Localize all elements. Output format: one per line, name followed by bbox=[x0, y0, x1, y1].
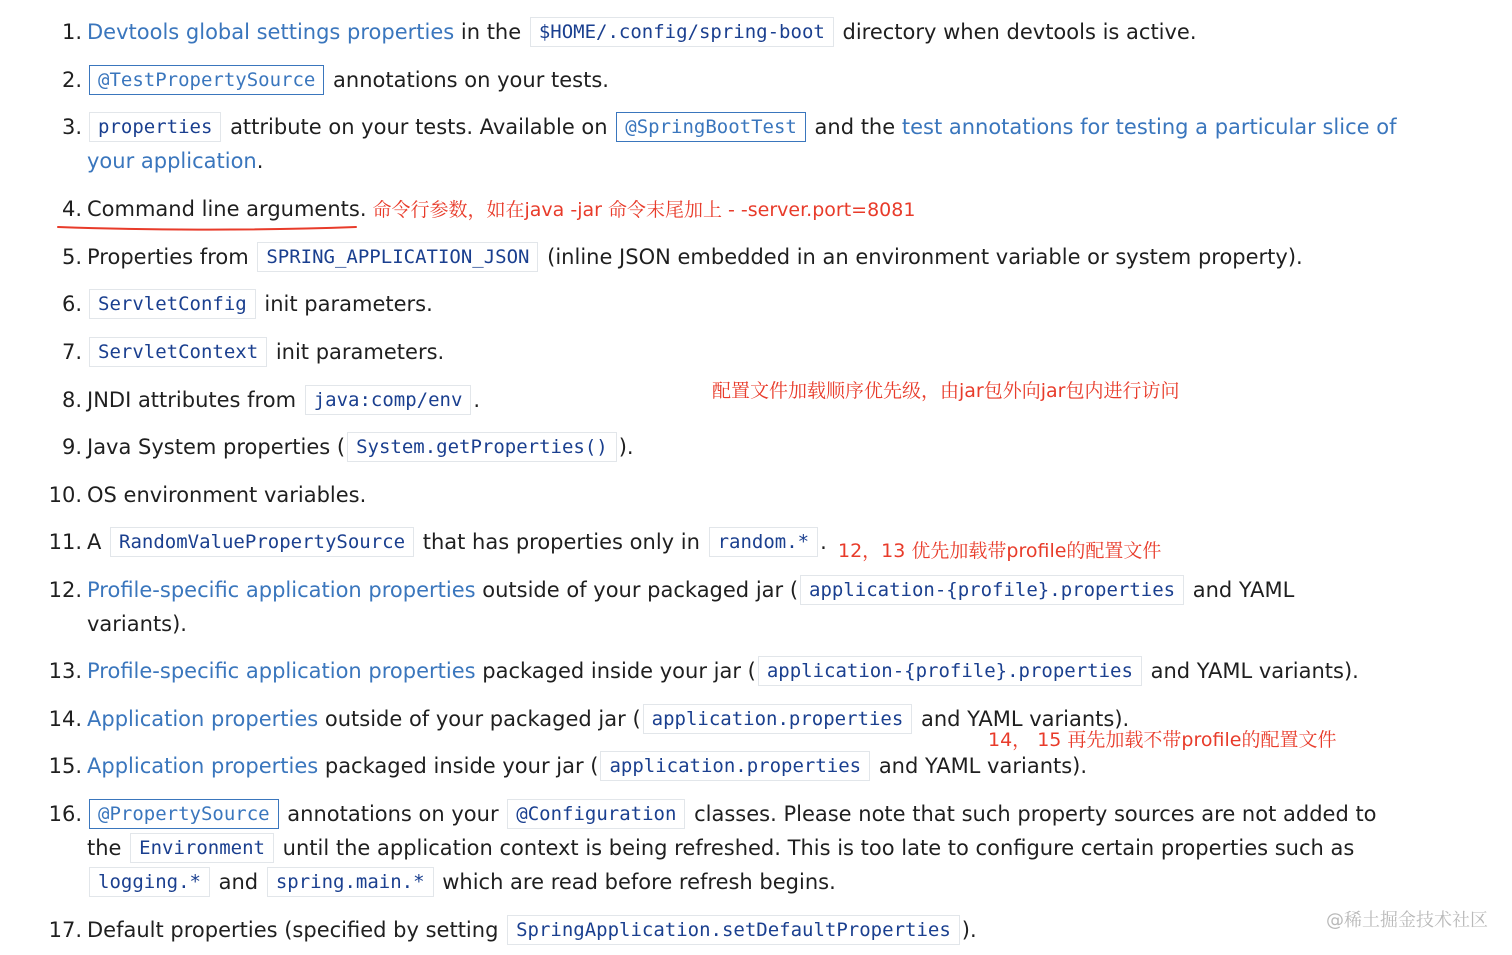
inline-code: System.getProperties() bbox=[347, 432, 617, 462]
spring-boot-test-link[interactable]: @SpringBootTest bbox=[616, 112, 806, 142]
item-number: 11. bbox=[48, 530, 82, 554]
item-number: 12. bbox=[48, 578, 82, 602]
item-number: 5. bbox=[61, 245, 82, 269]
inline-code: random.* bbox=[709, 527, 819, 557]
property-source-link[interactable]: @PropertySource bbox=[89, 799, 279, 829]
item-text: and YAML variants). bbox=[1143, 659, 1359, 683]
item-text: outside of your packaged jar ( bbox=[475, 578, 799, 602]
item-number: 6. bbox=[61, 292, 82, 316]
test-annotations-link[interactable]: test annotations for testing a particular slice of bbox=[901, 115, 1397, 139]
item-body bbox=[87, 63, 1367, 97]
inline-code: SpringApplication.setDefaultProperties bbox=[507, 915, 960, 945]
item-text: annotations on your tests. bbox=[326, 68, 609, 92]
inline-code: logging.* bbox=[89, 867, 210, 897]
item-text: . bbox=[473, 388, 481, 412]
item-text: Properties from bbox=[87, 245, 256, 269]
test-annotations-link-continued[interactable]: your application bbox=[87, 149, 257, 173]
item-number: 7. bbox=[61, 340, 82, 364]
item-text: ). bbox=[618, 435, 634, 459]
watermark: @稀土掘金技术社区 bbox=[1326, 910, 1488, 931]
item-text: and YAML variants). bbox=[914, 707, 1130, 731]
item-text: which are read before refresh begins. bbox=[435, 870, 836, 894]
application-properties-link[interactable]: Application properties bbox=[87, 707, 319, 731]
annotation-load-order: 配置文件加载顺序优先级，由jar包外向jar包内进行访问 bbox=[712, 380, 1180, 402]
item-text: packaged inside your jar ( bbox=[318, 754, 599, 778]
item-text: and bbox=[211, 870, 265, 894]
item-text: Command line arguments. bbox=[87, 197, 367, 221]
item-text: attribute on your tests. Available on bbox=[223, 115, 615, 139]
item-number: 8. bbox=[61, 388, 82, 412]
profile-specific-properties-link[interactable]: Profile-specific application properties bbox=[87, 659, 476, 683]
inline-code: spring.main.* bbox=[267, 867, 434, 897]
inline-code: application-{profile}.properties bbox=[800, 575, 1184, 605]
inline-code: @Configuration bbox=[507, 799, 685, 829]
annotation-profile-first: 12，13 优先加载带profile的配置文件 bbox=[838, 540, 1162, 562]
item-number: 17. bbox=[48, 918, 82, 942]
inline-code: ServletContext bbox=[89, 337, 267, 367]
application-properties-link[interactable]: Application properties bbox=[87, 754, 319, 778]
item-text: and YAML bbox=[1186, 578, 1295, 602]
inline-code: RandomValuePropertySource bbox=[110, 527, 414, 557]
item-text: until the application context is being refreshed. This is too late to configure certain properties such as bbox=[275, 836, 1355, 860]
item-body bbox=[87, 287, 1367, 321]
annotation-command-line: 命令行参数，如在java -jar 命令末尾加上 - -server.port=8081 bbox=[372, 199, 916, 221]
item-text: and YAML variants). bbox=[872, 754, 1088, 778]
item-body bbox=[87, 110, 1397, 178]
inline-code: java:comp/env bbox=[305, 385, 472, 415]
item-number: 4. bbox=[61, 197, 82, 221]
inline-code: application.properties bbox=[643, 704, 913, 734]
item-number: 16. bbox=[48, 802, 82, 826]
item-body bbox=[87, 15, 1367, 49]
item-text: ). bbox=[961, 918, 977, 942]
item-text: A bbox=[87, 530, 109, 554]
inline-code: $HOME/.config/spring-boot bbox=[530, 17, 834, 47]
profile-specific-properties-link[interactable]: Profile-specific application properties bbox=[87, 578, 476, 602]
item-body bbox=[87, 654, 1367, 688]
item-number: 15. bbox=[48, 754, 82, 778]
item-text: that has properties only in bbox=[416, 530, 707, 554]
item-body bbox=[87, 525, 1367, 559]
inline-code: properties bbox=[89, 112, 221, 142]
devtools-settings-link[interactable]: Devtools global settings properties bbox=[87, 20, 455, 44]
item-text: packaged inside your jar ( bbox=[475, 659, 756, 683]
inline-code: SPRING_APPLICATION_JSON bbox=[257, 242, 538, 272]
item-text: directory when devtools is active. bbox=[835, 20, 1197, 44]
item-text: init parameters. bbox=[257, 292, 433, 316]
inline-code: Environment bbox=[130, 833, 274, 863]
item-text: . bbox=[256, 149, 264, 173]
item-text: classes. Please note that such property sources are not added to bbox=[687, 802, 1377, 826]
item-number: 2. bbox=[61, 68, 82, 92]
item-number: 1. bbox=[61, 20, 82, 44]
item-text: OS environment variables. bbox=[87, 483, 367, 507]
item-text: Java System properties ( bbox=[87, 435, 346, 459]
inline-code: ServletConfig bbox=[89, 289, 256, 319]
item-text: . bbox=[820, 530, 827, 554]
item-body bbox=[87, 913, 1367, 947]
item-number: 14. bbox=[48, 707, 82, 731]
item-text: and the bbox=[807, 115, 902, 139]
item-text: JNDI attributes from bbox=[87, 388, 303, 412]
item-text: outside of your packaged jar ( bbox=[318, 707, 641, 731]
item-number: 9. bbox=[61, 435, 82, 459]
item-body bbox=[87, 335, 1367, 369]
item-body bbox=[87, 240, 1367, 274]
item-body bbox=[87, 430, 1367, 464]
test-property-source-link[interactable]: @TestPropertySource bbox=[89, 65, 324, 95]
item-text: (inline JSON embedded in an environment variable or system property). bbox=[540, 245, 1303, 269]
item-number: 13. bbox=[48, 659, 82, 683]
inline-code: application-{profile}.properties bbox=[758, 656, 1142, 686]
item-body bbox=[87, 749, 1367, 783]
item-body bbox=[87, 573, 1367, 641]
item-number: 3. bbox=[61, 115, 82, 139]
item-text: variants). bbox=[87, 612, 187, 636]
item-text: annotations on your bbox=[280, 802, 506, 826]
annotation-no-profile-next: 14， 15 再先加载不带profile的配置文件 bbox=[988, 729, 1337, 751]
item-body bbox=[87, 478, 1367, 512]
item-text: Default properties (specified by setting bbox=[87, 918, 506, 942]
item-text: in the bbox=[454, 20, 528, 44]
inline-code: application.properties bbox=[600, 751, 870, 781]
item-body bbox=[87, 797, 1377, 899]
item-number: 10. bbox=[48, 483, 82, 507]
item-text: the bbox=[87, 836, 129, 860]
item-text: init parameters. bbox=[269, 340, 445, 364]
item-body bbox=[87, 192, 1367, 226]
